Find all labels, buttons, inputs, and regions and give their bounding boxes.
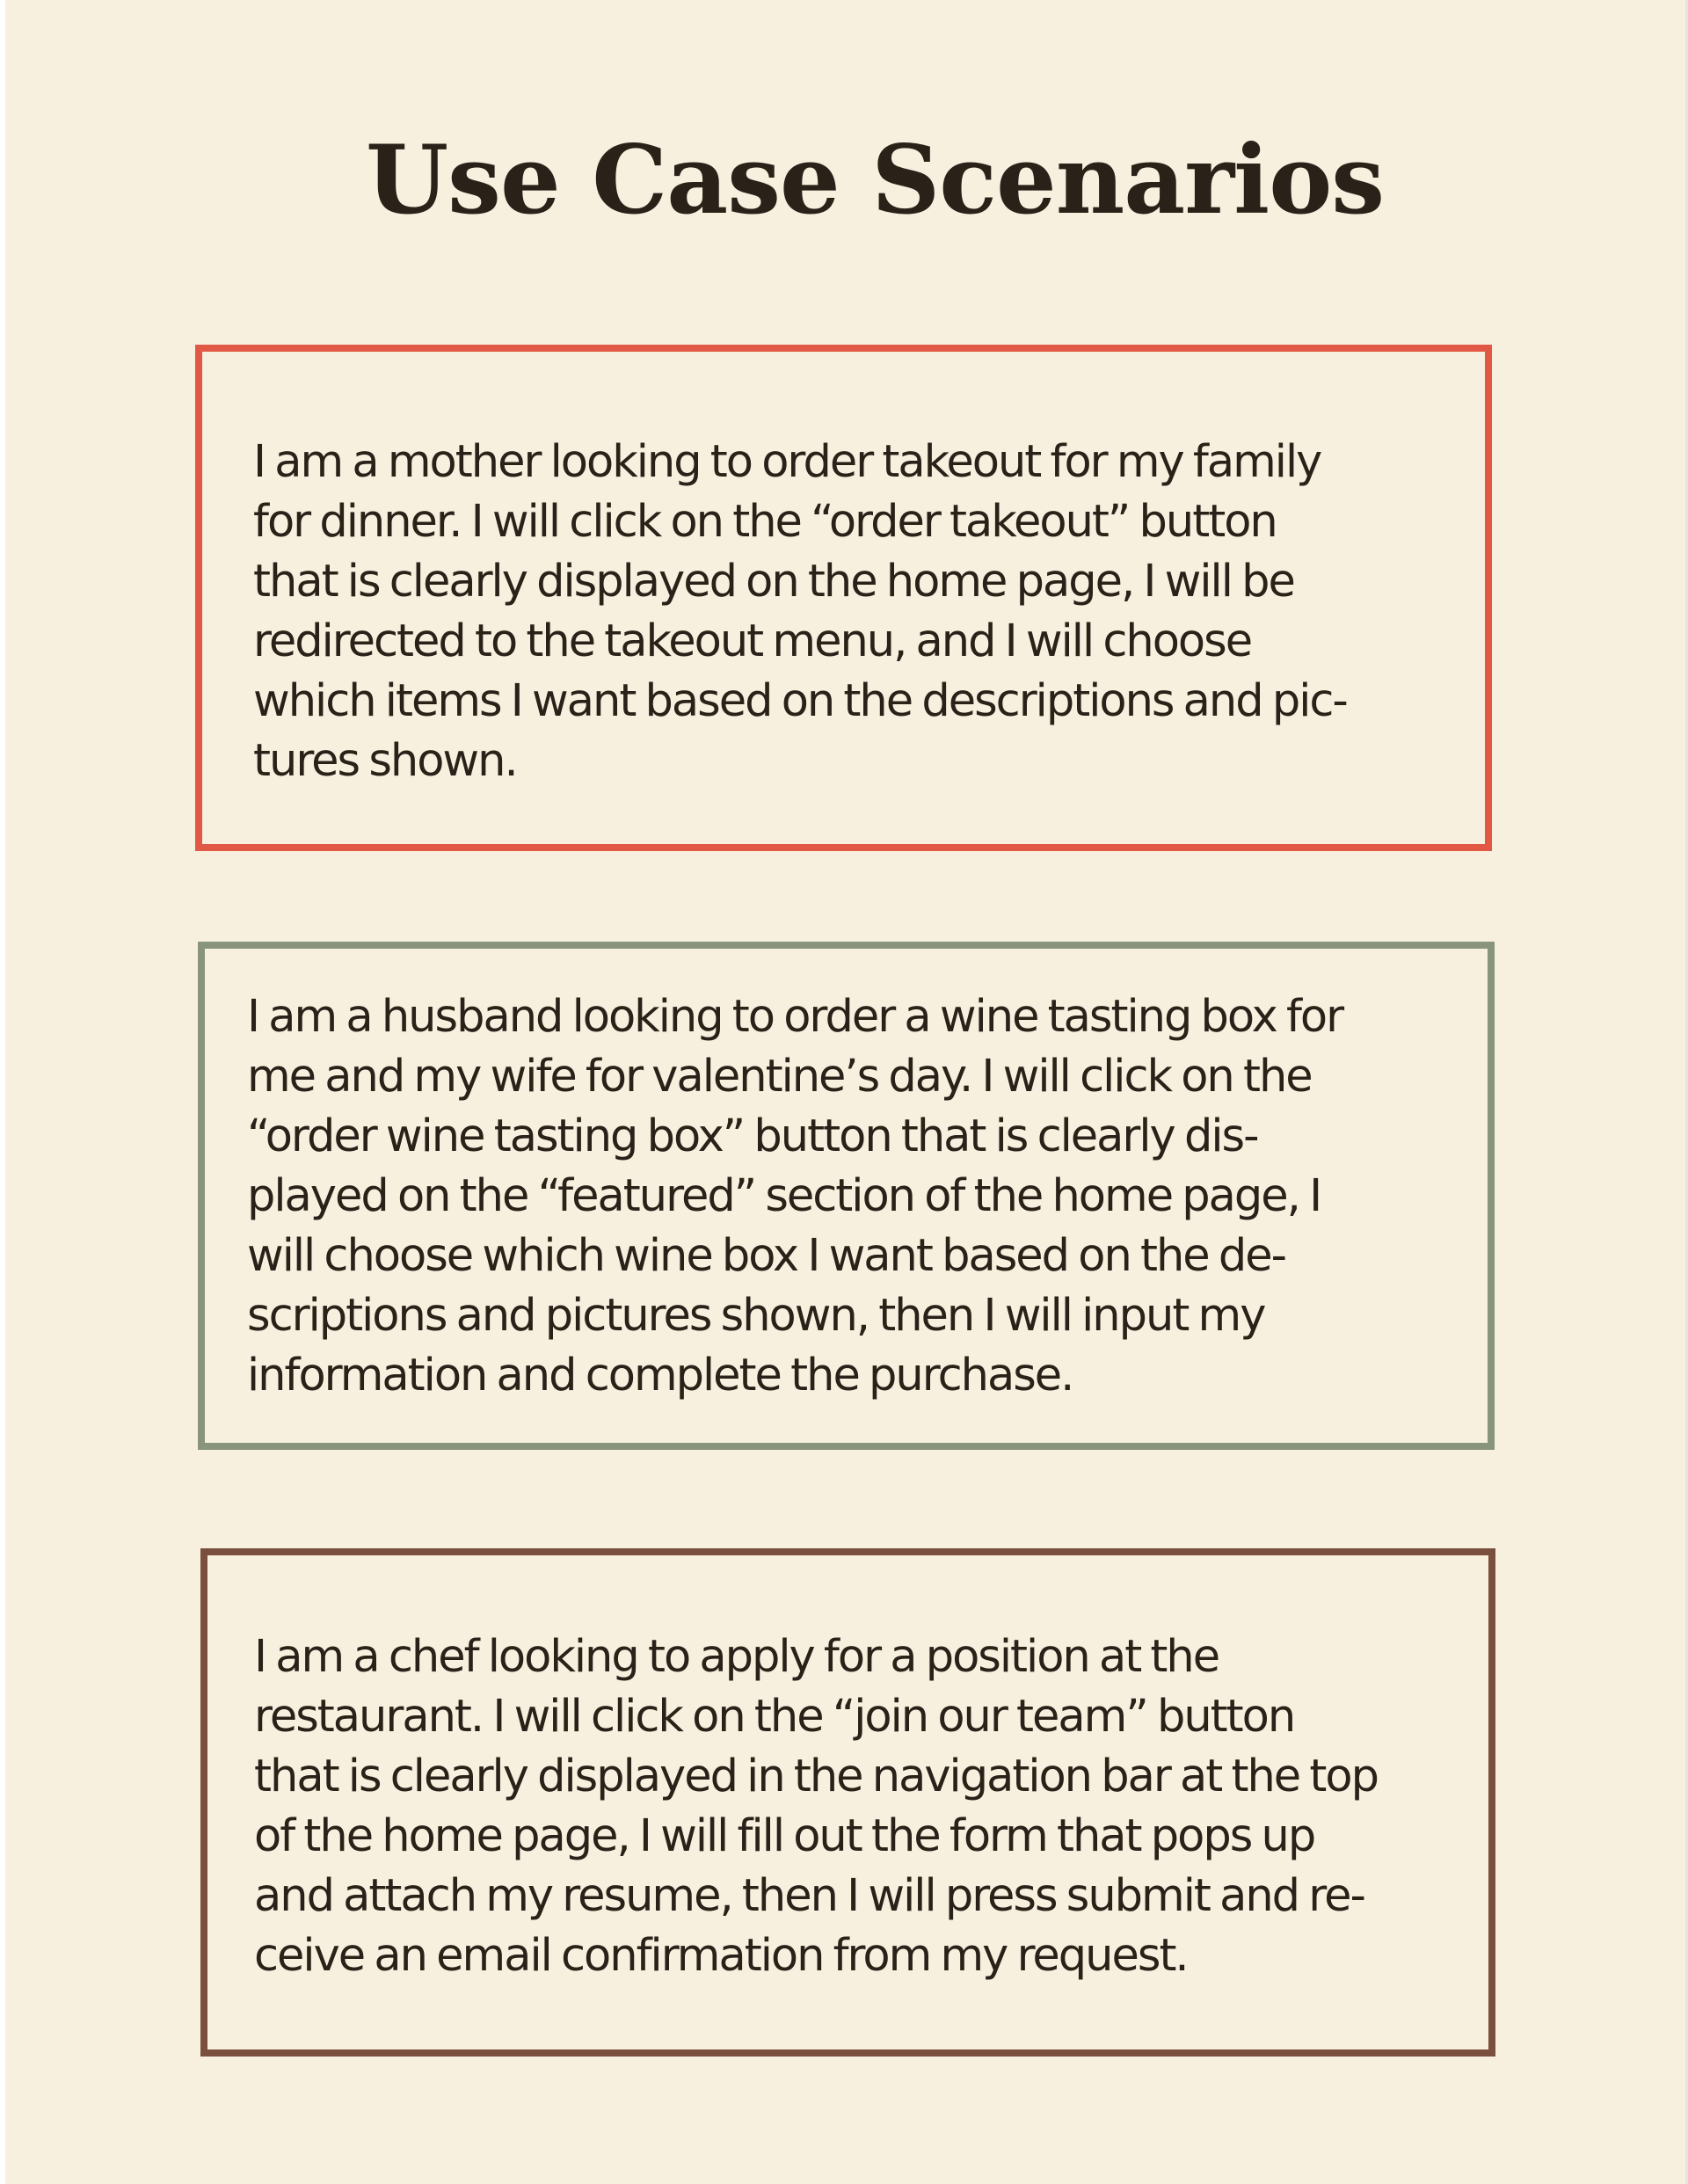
- page-title: Use Case Scenarios: [365, 125, 1385, 236]
- scenario-text-husband: I am a husband looking to order a wine tasting box for me and my wife for valentine’s day. I will click on the “order wine tasting box” button that is clearly dis- played on the “featured” section of the home page, I will choose which wine box I want based on the de- scriptions and pictures shown, then I will input my information and complete the purchase.: [247, 991, 1343, 1401]
- scenario-text-chef: I am a chef looking to apply for a position at the restaurant. I will click on the “join our team” button that is clearly displayed in the navigation bar at the top of the home page, I will fill out the form that pops up and attach my resume, then I will press submit and re- ceive an email confirmation from my request.: [254, 1631, 1378, 1982]
- scenario-card-husband: [198, 942, 1495, 1450]
- scenario-text-mother: I am a mother looking to order takeout for my family for dinner. I will click on the “order takeout” button that is clearly displayed on the home page, I will be redirected to the takeout menu, and I will choose which items I want based on the descriptions and pic- tures shown.: [253, 436, 1347, 787]
- scenario-card-chef: [200, 1548, 1495, 2057]
- page-left-edge: [0, 0, 5, 2184]
- scenario-card-mother: [195, 345, 1492, 851]
